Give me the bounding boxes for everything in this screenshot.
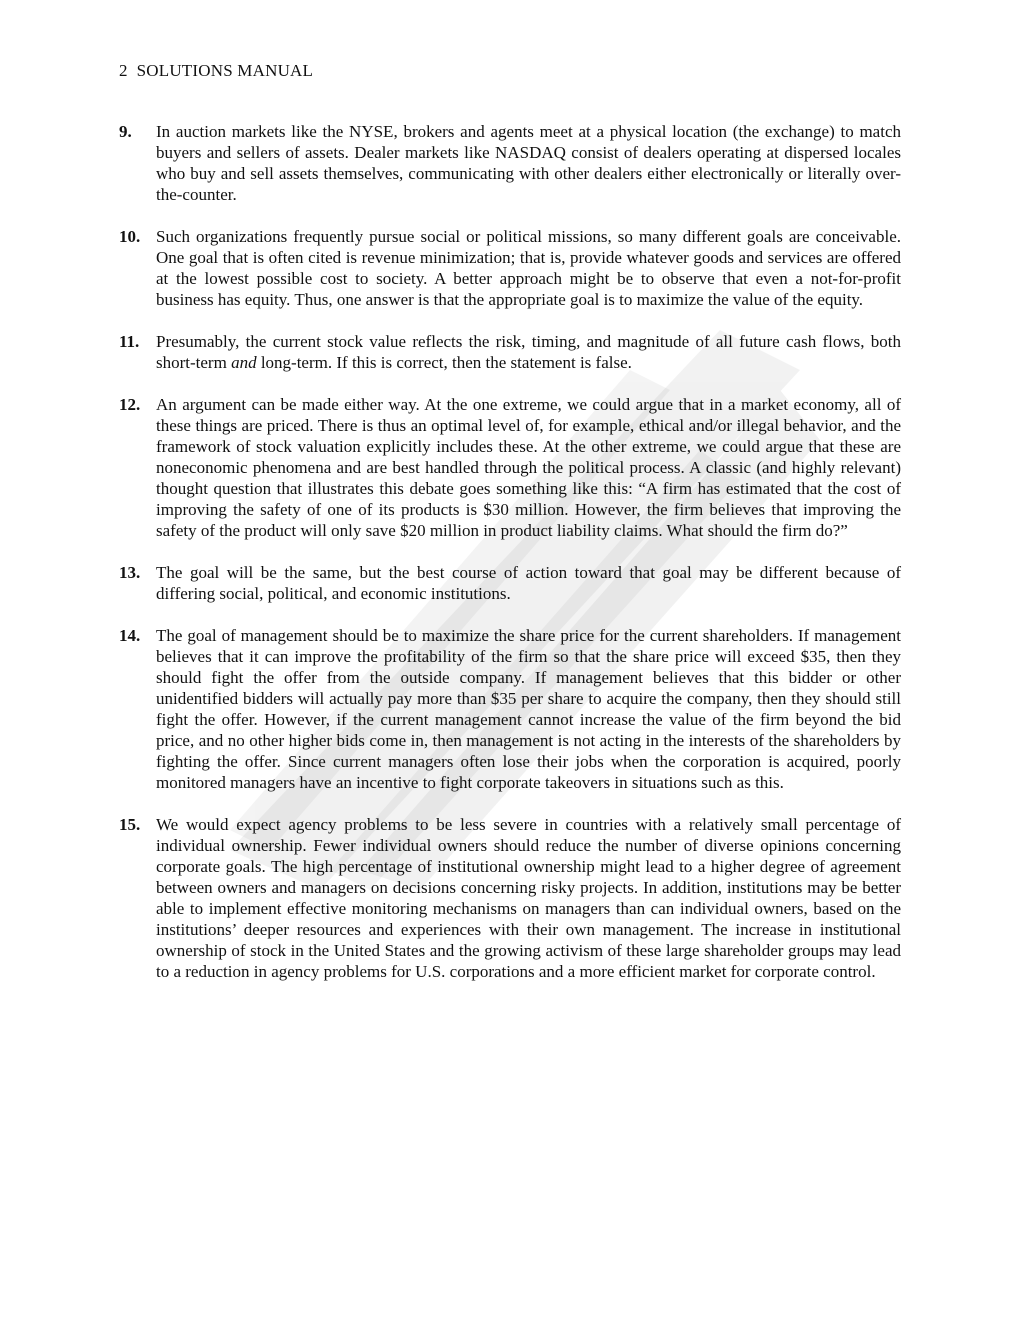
answer-number: 10. [119, 227, 141, 246]
answer-text-emphasis: and [231, 353, 257, 372]
answer-text: We would expect agency problems to be less severe in countries with a relatively small percentage of individual ownership. Fewer individual owners should reduce the number of diverse opinions concerning corporate goals. The high percentage of institutional ownership might lead to a higher degree of agreement between owners and managers on decisions concerning risky projects. In addition, institutions may be better able to implement effective monitoring mechanisms on managers than can individual owners, based on the institutions’ deeper resources and experiences with their own management. The increase in institutional ownership of stock in the United States and the growing activism of these large shareholder groups may lead to a reduction in agency problems for U.S. corporations and a more efficient market for corporate control. [156, 815, 901, 981]
answer-text-part: long-term. If this is correct, then the statement is false. [256, 353, 632, 372]
page-number: 2 [119, 61, 128, 80]
running-head [119, 61, 313, 81]
answer-number: 11. [119, 332, 140, 351]
answer-number: 15. [119, 815, 141, 834]
answer-number: 9. [119, 122, 132, 141]
answer-text-part: Presumably, the current stock value reflects the risk, timing, and magnitude of all future cash flows, both short-term [156, 332, 901, 372]
answer-number: 12. [119, 395, 141, 414]
answer-item-10 [119, 226, 901, 310]
answer-item-13 [119, 562, 901, 604]
answer-number: 13. [119, 563, 141, 582]
answer-text [156, 331, 901, 373]
answer-text: The goal of management should be to maximize the share price for the current shareholders. If management believes that it can improve the profitability of the firm so that the share price will exceed $35, then they should fight the offer from the outside company. If management believes that this bidder or other unidentified bidders will actually pay more than $35 per share to acquire the company, then they should still fight the offer. However, if the current management cannot increase the value of the firm beyond the bid price, and no other higher bids come in, then management is not acting in the interests of the shareholders by fighting the offer. Since current managers often lose their jobs when the corporation is acquired, poorly monitored managers have an incentive to fight corporate takeovers in situations such as this. [156, 626, 901, 792]
answer-number: 14. [119, 626, 141, 645]
answer-item-9 [119, 121, 901, 205]
answer-text: In auction markets like the NYSE, brokers and agents meet at a physical location (the exchange) to match buyers and sellers of assets. Dealer markets like NASDAQ consist of dealers operating at dispersed locales who buy and sell assets themselves, communicating with other dealers either electronically or literally over-the-counter. [156, 122, 901, 204]
manual-title: SOLUTIONS MANUAL [136, 61, 314, 80]
answer-item-11 [119, 331, 901, 373]
answer-item-12 [119, 394, 901, 541]
answer-text: Such organizations frequently pursue social or political missions, so many different goals are conceivable. One goal that is often cited is revenue minimization; that is, provide whatever goods and services are offered at the lowest possible cost to society. A better approach might be to observe that even a not-for-profit business has equity. Thus, one answer is that the appropriate goal is to maximize the value of the equity. [156, 227, 901, 309]
answer-text: An argument can be made either way. At the one extreme, we could argue that in a market economy, all of these things are priced. There is thus an optimal level of, for example, ethical and/or illegal behavior, and the framework of stock valuation explicitly includes these. At the other extreme, we could argue that these are noneconomic phenomena and are best handled through the political process. A classic (and highly relevant) thought question that illustrates this debate goes something like this: “A firm has estimated that the cost of improving the safety of one of its products is $30 million. However, the firm believes that improving the safety of the product will only save $20 million in product liability claims. What should the firm do?” [156, 395, 901, 540]
answer-text: The goal will be the same, but the best course of action toward that goal may be different because of differing social, political, and economic institutions. [156, 563, 901, 603]
answer-item-15 [119, 814, 901, 982]
answer-item-14 [119, 625, 901, 793]
answers-list [119, 121, 901, 1003]
